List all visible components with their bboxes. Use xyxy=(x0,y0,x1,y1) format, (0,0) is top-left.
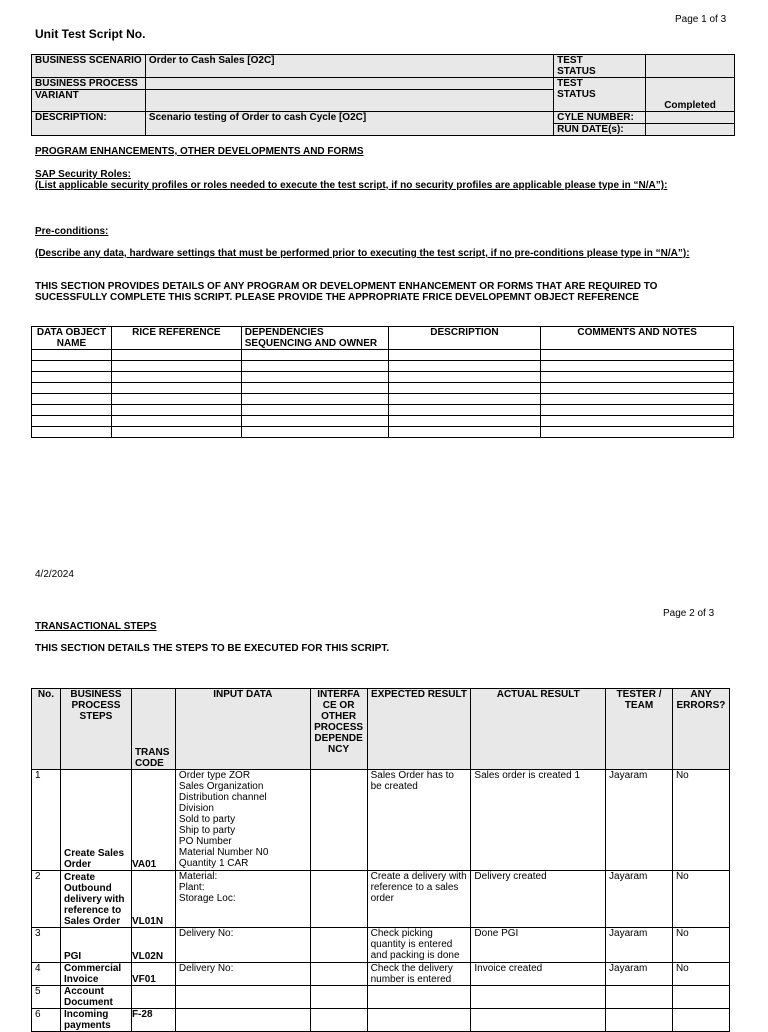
table-cell xyxy=(111,416,241,427)
table-cell xyxy=(111,405,241,416)
variant-label: VARIANT xyxy=(35,90,79,101)
table-cell xyxy=(32,372,112,383)
step-expected-cell xyxy=(367,986,471,1009)
table-row xyxy=(32,361,734,372)
table-cell xyxy=(111,361,241,372)
document-date: 4/2/2024 xyxy=(35,569,74,580)
objects-table xyxy=(31,326,734,438)
table-row xyxy=(32,383,734,394)
step-actual-cell: Delivery created xyxy=(471,871,606,928)
table-row xyxy=(32,770,730,871)
step-interface-cell xyxy=(310,1009,367,1032)
step-interface-cell xyxy=(310,871,367,928)
step-input-cell: Delivery No: xyxy=(175,963,310,986)
col-trans-code: TRANS CODE xyxy=(131,689,175,770)
step-expected-cell: Check picking quantity is entered and packing is done xyxy=(367,928,471,963)
step-errors-cell xyxy=(672,1009,729,1032)
table-row xyxy=(32,416,734,427)
table-cell xyxy=(388,416,541,427)
step-code-cell: F-28 xyxy=(131,1009,175,1032)
step-expected-cell: Sales Order has to be created xyxy=(367,770,471,871)
col-input-data: INPUT DATA xyxy=(175,689,310,770)
description-label: DESCRIPTION: xyxy=(32,112,146,136)
table-cell xyxy=(111,372,241,383)
table-cell xyxy=(541,383,734,394)
table-cell xyxy=(241,372,388,383)
table-cell xyxy=(541,427,734,438)
step-input-cell: Order type ZOR Sales Organization Distribution channel Division Sold to party Ship to party PO Number Material Number N0 Quantity 1 CAR xyxy=(175,770,310,871)
table-cell xyxy=(241,427,388,438)
section-heading: PROGRAM ENHANCEMENTS, OTHER DEVELOPMENTS AND FORMS xyxy=(35,146,364,157)
step-tester-cell xyxy=(606,986,673,1009)
table-cell xyxy=(32,416,112,427)
table-cell xyxy=(388,361,541,372)
step-errors-cell: No xyxy=(672,928,729,963)
table-cell xyxy=(32,383,112,394)
business-scenario-value: Order to Cash Sales [O2C] xyxy=(145,55,553,78)
table-cell xyxy=(241,394,388,405)
step-actual-cell: Invoice created xyxy=(471,963,606,986)
steps-table xyxy=(31,688,730,1032)
step-no-cell: 4 xyxy=(32,963,61,986)
step-no-cell: 3 xyxy=(32,928,61,963)
table-cell xyxy=(111,394,241,405)
section-details-text: THIS SECTION PROVIDES DETAILS OF ANY PROGRAM OR DEVELOPMENT ENHANCEMENT OR FORMS THAT ARE REQUIRED TO SUCESSFULLY COMPLETE THIS SCRIPT. PLEASE PROVIDE THE APPROPRIATE FRICE DEVELOPEMNT OBJECT REFERENCE xyxy=(35,281,658,303)
preconditions-heading: Pre-conditions: xyxy=(35,226,109,237)
step-expected-cell: Create a delivery with reference to a sales order xyxy=(367,871,471,928)
step-code-cell: VL02N xyxy=(131,928,175,963)
step-step-cell: Create Sales Order xyxy=(60,770,131,871)
step-tester-cell: Jayaram xyxy=(606,928,673,963)
step-expected-cell xyxy=(367,1009,471,1032)
table-cell xyxy=(388,350,541,361)
table-cell xyxy=(388,394,541,405)
col-data-object-name: DATA OBJECT NAME xyxy=(32,327,112,350)
table-cell xyxy=(241,405,388,416)
step-interface-cell xyxy=(310,986,367,1009)
business-process-variant-cell xyxy=(32,78,146,112)
run-dates-label: RUN DATE(s): xyxy=(554,124,646,136)
step-actual-cell: Done PGI xyxy=(471,928,606,963)
security-roles-instruction: (List applicable security profiles or roles needed to execute the test script, if no security profiles are applicable please type in “N/A”): xyxy=(35,180,668,191)
step-actual-cell xyxy=(471,1009,606,1032)
transactional-steps-subheading: THIS SECTION DETAILS THE STEPS TO BE EXECUTED FOR THIS SCRIPT. xyxy=(35,643,390,654)
description-value: Scenario testing of Order to cash Cycle [O2C] xyxy=(145,112,553,136)
step-interface-cell xyxy=(310,770,367,871)
step-input-cell xyxy=(175,986,310,1009)
col-actual-result: ACTUAL RESULT xyxy=(471,689,606,770)
table-row xyxy=(32,405,734,416)
col-expected-result: EXPECTED RESULT xyxy=(367,689,471,770)
step-tester-cell: Jayaram xyxy=(606,770,673,871)
business-process-label: BUSINESS PROCESS xyxy=(32,78,145,90)
page-number-2: Page 2 of 3 xyxy=(663,608,715,619)
table-cell xyxy=(111,350,241,361)
table-cell xyxy=(541,361,734,372)
test-status-value: Completed xyxy=(646,78,735,112)
step-actual-cell xyxy=(471,986,606,1009)
table-row xyxy=(32,394,734,405)
table-cell xyxy=(388,383,541,394)
col-rice-reference: RICE REFERENCE xyxy=(111,327,241,350)
table-cell xyxy=(541,416,734,427)
col-business-process-steps: BUSINESS PROCESS STEPS xyxy=(60,689,131,770)
col-no: No. xyxy=(32,689,61,770)
table-cell xyxy=(32,394,112,405)
col-comments-notes: COMMENTS AND NOTES xyxy=(541,327,734,350)
step-tester-cell: Jayaram xyxy=(606,963,673,986)
step-interface-cell xyxy=(310,963,367,986)
col-dependencies: DEPENDENCIES SEQUENCING AND OWNER xyxy=(241,327,388,350)
page-number: Page 1 of 3 xyxy=(675,14,727,25)
table-row xyxy=(32,1009,730,1032)
step-step-cell: Create Outbound delivery with reference to Sales Order xyxy=(60,871,131,928)
step-errors-cell: No xyxy=(672,871,729,928)
transactional-steps-heading: TRANSACTIONAL STEPS xyxy=(35,621,157,632)
test-status-label: TEST STATUS xyxy=(554,55,646,78)
table-cell xyxy=(111,427,241,438)
step-no-cell: 6 xyxy=(32,1009,61,1032)
cycle-number-label: CYLE NUMBER: xyxy=(554,112,646,124)
step-step-cell: PGI xyxy=(60,928,131,963)
col-interface: INTERFA CE OR OTHER PROCESS DEPENDE NCY xyxy=(310,689,367,770)
table-cell xyxy=(241,416,388,427)
header-table xyxy=(31,54,735,136)
objects-table-body xyxy=(32,350,734,438)
business-scenario-label: BUSINESS SCENARIO xyxy=(32,55,146,78)
step-step-cell: Commercial Invoice xyxy=(60,963,131,986)
step-code-cell: VF01 xyxy=(131,963,175,986)
step-no-cell: 5 xyxy=(32,986,61,1009)
run-dates-value xyxy=(646,124,735,136)
step-code-cell: VA01 xyxy=(131,770,175,871)
col-any-errors: ANY ERRORS? xyxy=(672,689,729,770)
test-status-label-2: TEST STATUS xyxy=(554,78,646,112)
table-cell xyxy=(388,427,541,438)
step-errors-cell: No xyxy=(672,770,729,871)
col-description: DESCRIPTION xyxy=(388,327,541,350)
step-actual-cell: Sales order is created 1 xyxy=(471,770,606,871)
step-code-cell: VL01N xyxy=(131,871,175,928)
table-cell xyxy=(32,350,112,361)
table-cell xyxy=(32,405,112,416)
table-row xyxy=(32,963,730,986)
step-tester-cell: Jayaram xyxy=(606,871,673,928)
table-cell xyxy=(241,350,388,361)
test-status-value-1 xyxy=(646,55,735,78)
table-cell xyxy=(541,405,734,416)
cycle-number-value xyxy=(646,112,735,124)
table-cell xyxy=(241,383,388,394)
step-no-cell: 2 xyxy=(32,871,61,928)
business-process-value-cell xyxy=(145,78,553,112)
table-cell xyxy=(32,361,112,372)
table-row xyxy=(32,427,734,438)
table-cell xyxy=(111,383,241,394)
col-tester-team: TESTER / TEAM xyxy=(606,689,673,770)
step-step-cell: Incoming payments xyxy=(60,1009,131,1032)
step-input-cell: Delivery No: xyxy=(175,928,310,963)
table-row xyxy=(32,871,730,928)
step-errors-cell: No xyxy=(672,963,729,986)
security-roles-heading: SAP Security Roles: xyxy=(35,169,131,180)
step-step-cell: Account Document xyxy=(60,986,131,1009)
step-tester-cell xyxy=(606,1009,673,1032)
table-row xyxy=(32,928,730,963)
preconditions-instruction: (Describe any data, hardware settings that must be performed prior to executing the test script, if no pre-conditions please type in “N/A”): xyxy=(35,248,690,259)
step-interface-cell xyxy=(310,928,367,963)
steps-table-body xyxy=(32,770,730,1032)
step-no-cell: 1 xyxy=(32,770,61,871)
step-input-cell: Material: Plant: Storage Loc: xyxy=(175,871,310,928)
table-cell xyxy=(388,405,541,416)
table-row xyxy=(32,372,734,383)
table-cell xyxy=(541,350,734,361)
step-errors-cell xyxy=(672,986,729,1009)
table-cell xyxy=(388,372,541,383)
step-code-cell xyxy=(131,986,175,1009)
step-input-cell xyxy=(175,1009,310,1032)
table-cell xyxy=(541,372,734,383)
table-cell xyxy=(241,361,388,372)
table-row xyxy=(32,986,730,1009)
table-row xyxy=(32,350,734,361)
document-title: Unit Test Script No. xyxy=(35,27,146,41)
table-cell xyxy=(32,427,112,438)
table-cell xyxy=(541,394,734,405)
step-expected-cell: Check the delivery number is entered xyxy=(367,963,471,986)
